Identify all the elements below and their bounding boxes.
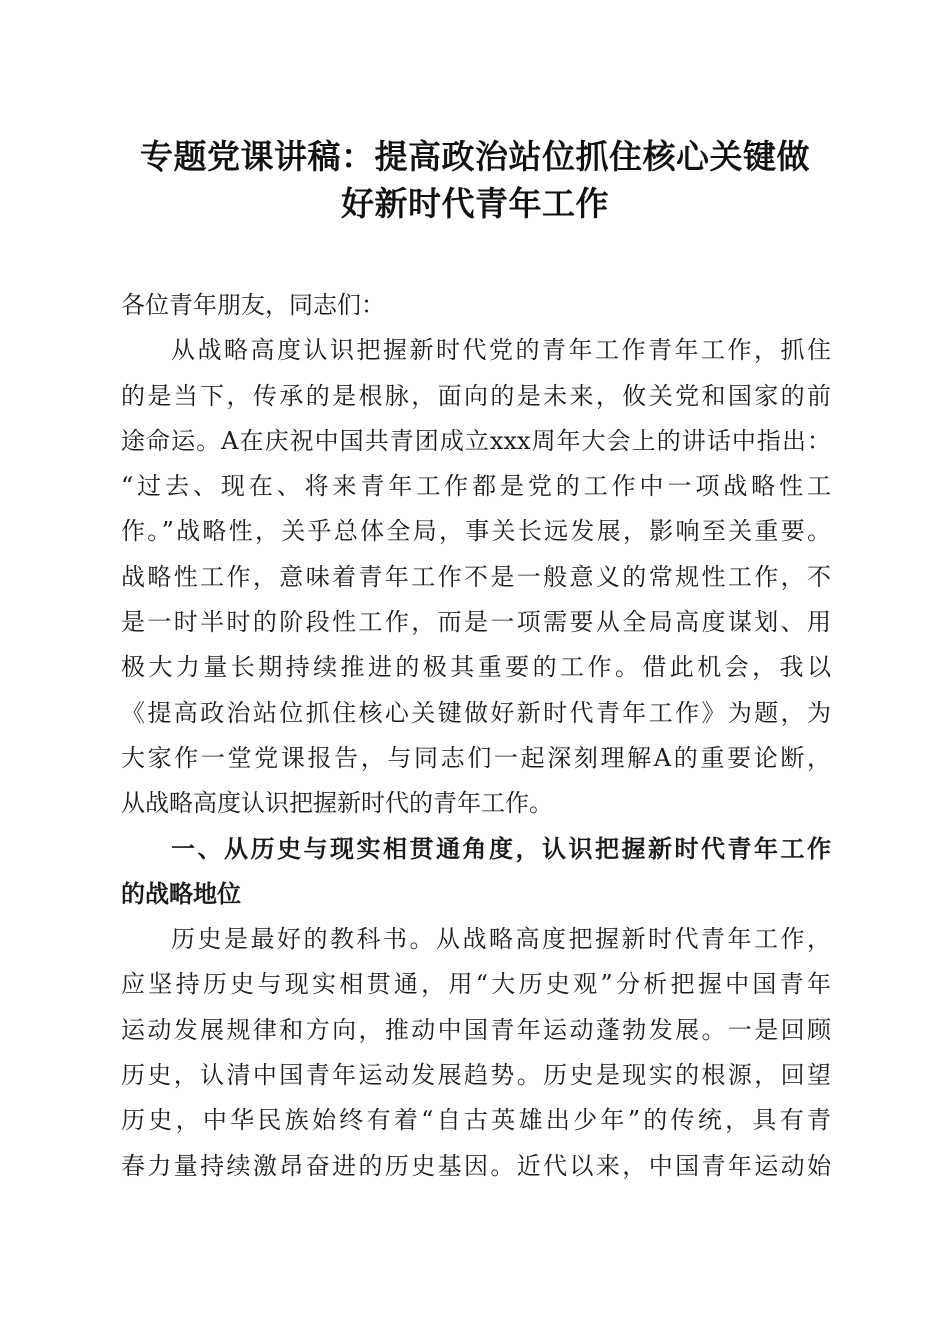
paragraph-line: 运动发展规律和方向，推动中国青年运动蓬勃发展。一是回顾: [121, 1015, 831, 1044]
paragraph-line: 应坚持历史与现实相贯通，用“大历史观”分析把握中国青年: [121, 970, 831, 999]
section-heading-line: 的战略地位: [121, 879, 241, 908]
paragraph-line: 作。”战略性，关乎总体全局，事关长远发展，影响至关重要。: [121, 517, 831, 546]
paragraph-line: 大家作一堂党课报告，与同志们一起深刻理解A的重要论断，: [121, 743, 831, 772]
paragraph-line: 从战略高度认识把握新时代的青年工作。: [121, 789, 553, 818]
paragraph-line: “过去、现在、将来青年工作都是党的工作中一项战略性工: [121, 472, 831, 501]
salutation: 各位青年朋友，同志们：: [121, 291, 385, 319]
document-body: [121, 283, 831, 1189]
paragraph-line: 途命运。A在庆祝中国共青团成立xxx周年大会上的讲话中指出：: [121, 426, 831, 455]
paragraph-line: 是一时半时的阶段性工作，而是一项需要从全局高度谋划、用: [121, 608, 831, 637]
paragraph-line: 历史是最好的教科书。从战略高度把握新时代青年工作，: [171, 925, 831, 954]
paragraph-line: 从战略高度认识把握新时代党的青年工作青年工作，抓住: [171, 336, 831, 365]
title-line: 好新时代青年工作: [341, 184, 609, 223]
title-line: 专题党课讲稿：提高政治站位抓住核心关键做: [140, 137, 810, 176]
document-title: [100, 133, 850, 227]
paragraph-line: 极大力量长期持续推进的极其重要的工作。借此机会，我以: [121, 653, 831, 682]
paragraph-line: 春力量持续激昂奋进的历史基因。近代以来，中国青年运动始: [121, 1151, 831, 1180]
paragraph-line: 历史，中华民族始终有着“自古英雄出少年”的传统，具有青: [121, 1106, 831, 1135]
paragraph-line: 《提高政治站位抓住核心关键做好新时代青年工作》为题，为: [121, 698, 831, 727]
paragraph-line: 战略性工作，意味着青年工作不是一般意义的常规性工作，不: [121, 562, 831, 591]
section-heading-line: 一、从历史与现实相贯通角度，认识把握新时代青年工作: [171, 834, 831, 863]
paragraph-line: 的是当下，传承的是根脉，面向的是未来，攸关党和国家的前: [121, 381, 831, 410]
paragraph-line: 历史，认清中国青年运动发展趋势。历史是现实的根源，回望: [121, 1061, 831, 1090]
